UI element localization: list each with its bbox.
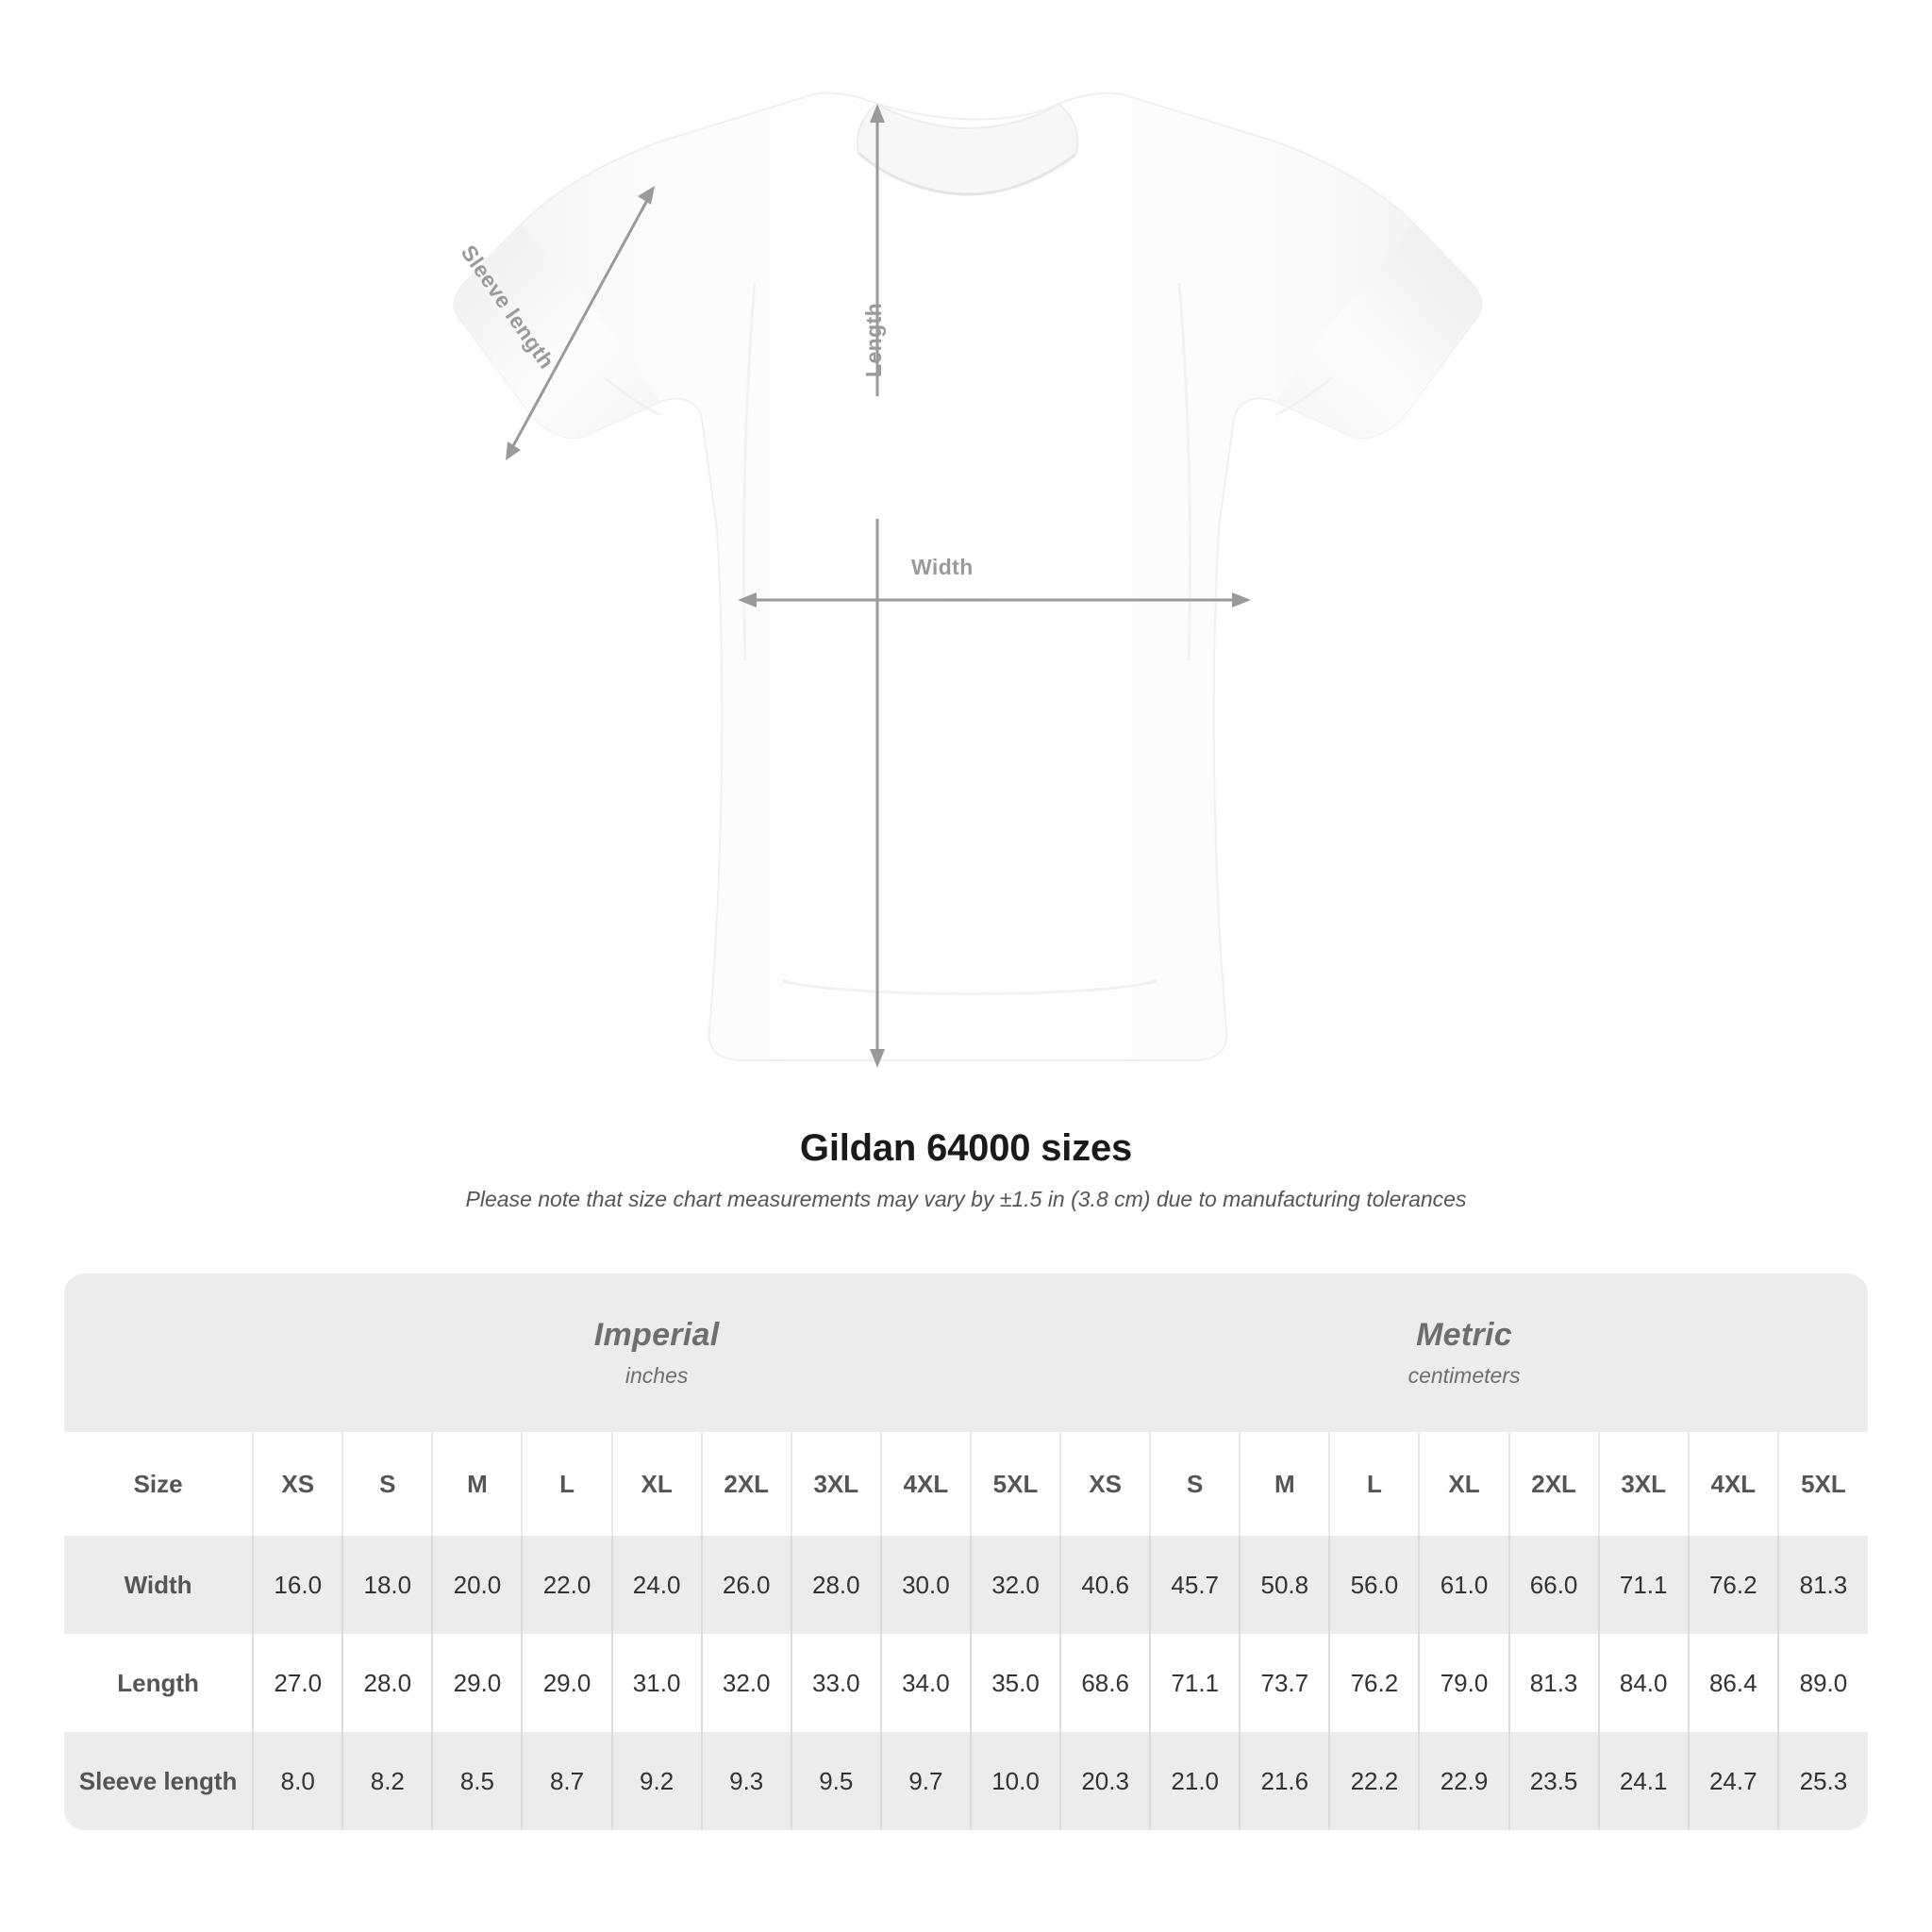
table-cell: 76.2 — [1689, 1536, 1778, 1634]
table-cell: 8.5 — [432, 1732, 522, 1830]
table-cell: 86.4 — [1689, 1634, 1778, 1732]
table-cell: 27.0 — [253, 1634, 342, 1732]
table-cell: 24.7 — [1689, 1732, 1778, 1830]
size-header-label: Size — [64, 1432, 253, 1536]
size-header-cell: S — [1150, 1432, 1240, 1536]
size-header-cell: L — [522, 1432, 611, 1536]
table-cell: 50.8 — [1240, 1536, 1329, 1634]
table-cell: 8.0 — [253, 1732, 342, 1830]
row-label: Width — [64, 1536, 253, 1634]
unit-group-imperial — [253, 1274, 1060, 1432]
table-cell: 10.0 — [971, 1732, 1060, 1830]
table-cell: 9.7 — [881, 1732, 971, 1830]
size-header-cell: M — [1240, 1432, 1329, 1536]
unit-group-metric-name: Metric — [1416, 1317, 1513, 1353]
size-header-cell: 5XL — [1778, 1432, 1868, 1536]
table-cell: 18.0 — [342, 1536, 432, 1634]
page-title: Gildan 64000 sizes — [799, 1127, 1133, 1169]
table-cell: 20.0 — [432, 1536, 522, 1634]
table-cell: 20.3 — [1060, 1732, 1150, 1830]
size-header-cell: XS — [1060, 1432, 1150, 1536]
table-cell: 30.0 — [881, 1536, 971, 1634]
table-cell: 29.0 — [522, 1634, 611, 1732]
size-header-cell: 2XL — [702, 1432, 791, 1536]
unit-group-metric — [1060, 1274, 1868, 1432]
table-cell: 66.0 — [1509, 1536, 1599, 1634]
table-cell: 9.5 — [791, 1732, 881, 1830]
table-cell: 22.9 — [1419, 1732, 1508, 1830]
table-cell: 21.0 — [1150, 1732, 1240, 1830]
table-cell: 9.2 — [612, 1732, 702, 1830]
table-cell: 76.2 — [1329, 1634, 1419, 1732]
table-cell: 71.1 — [1150, 1634, 1240, 1732]
table-cell: 9.3 — [702, 1732, 791, 1830]
size-table-container — [64, 1274, 1868, 1830]
table-cell: 32.0 — [971, 1536, 1060, 1634]
table-cell: 33.0 — [791, 1634, 881, 1732]
table-cell: 81.3 — [1509, 1634, 1599, 1732]
table-cell: 81.3 — [1778, 1536, 1868, 1634]
table-cell: 34.0 — [881, 1634, 971, 1732]
size-header-cell: XL — [612, 1432, 702, 1536]
size-header-cell: L — [1329, 1432, 1419, 1536]
table-cell: 21.6 — [1240, 1732, 1329, 1830]
size-header-cell: S — [342, 1432, 432, 1536]
table-cell: 22.2 — [1329, 1732, 1419, 1830]
table-row — [64, 1634, 1868, 1732]
size-header-cell: 4XL — [1689, 1432, 1778, 1536]
width-measure-label: Width — [911, 555, 974, 579]
size-header-cell: 4XL — [881, 1432, 971, 1536]
sleeve-length-measure-label: Sleeve length — [456, 241, 560, 374]
size-header-cell: 3XL — [1599, 1432, 1689, 1536]
row-label: Length — [64, 1634, 253, 1732]
table-cell: 16.0 — [253, 1536, 342, 1634]
table-cell: 40.6 — [1060, 1536, 1150, 1634]
unit-group-metric-sub: centimeters — [1407, 1363, 1521, 1388]
table-row — [64, 1536, 1868, 1634]
unit-group-imperial-name: Imperial — [593, 1317, 720, 1353]
table-cell: 79.0 — [1419, 1634, 1508, 1732]
table-cell: 45.7 — [1150, 1536, 1240, 1634]
table-cell: 22.0 — [522, 1536, 611, 1634]
size-header-cell: XL — [1419, 1432, 1508, 1536]
row-label: Sleeve length — [64, 1732, 253, 1830]
table-cell: 73.7 — [1240, 1634, 1329, 1732]
table-cell: 68.6 — [1060, 1634, 1150, 1732]
size-header-cell: 5XL — [971, 1432, 1060, 1536]
table-cell: 25.3 — [1778, 1732, 1868, 1830]
size-header-cell: 3XL — [791, 1432, 881, 1536]
size-header-cell: XS — [253, 1432, 342, 1536]
size-header-cell: 2XL — [1509, 1432, 1599, 1536]
table-cell: 71.1 — [1599, 1536, 1689, 1634]
table-cell: 8.7 — [522, 1732, 611, 1830]
table-cell: 32.0 — [702, 1634, 791, 1732]
table-cell: 24.0 — [612, 1536, 702, 1634]
table-cell: 84.0 — [1599, 1634, 1689, 1732]
table-cell: 61.0 — [1419, 1536, 1508, 1634]
table-cell: 28.0 — [791, 1536, 881, 1634]
table-cell: 24.1 — [1599, 1732, 1689, 1830]
table-row — [64, 1732, 1868, 1830]
unit-group-imperial-sub: inches — [625, 1363, 689, 1388]
table-cell: 28.0 — [342, 1634, 432, 1732]
title-block — [0, 1127, 1932, 1212]
length-measure-label: Length — [861, 302, 886, 377]
table-cell: 26.0 — [702, 1536, 791, 1634]
table-cell: 29.0 — [432, 1634, 522, 1732]
unit-group-row — [64, 1274, 1868, 1432]
table-cell: 89.0 — [1778, 1634, 1868, 1732]
table-cell: 35.0 — [971, 1634, 1060, 1732]
table-cell: 23.5 — [1509, 1732, 1599, 1830]
size-header-cell: M — [432, 1432, 522, 1536]
table-cell: 31.0 — [612, 1634, 702, 1732]
table-cell: 56.0 — [1329, 1536, 1419, 1634]
size-header-row — [64, 1432, 1868, 1536]
table-corner — [64, 1274, 253, 1432]
tolerance-note: Please note that size chart measurements may vary by ±1.5 in (3.8 cm) due to manufacturing tolerances — [465, 1187, 1467, 1211]
size-table — [64, 1274, 1868, 1830]
table-cell: 8.2 — [342, 1732, 432, 1830]
